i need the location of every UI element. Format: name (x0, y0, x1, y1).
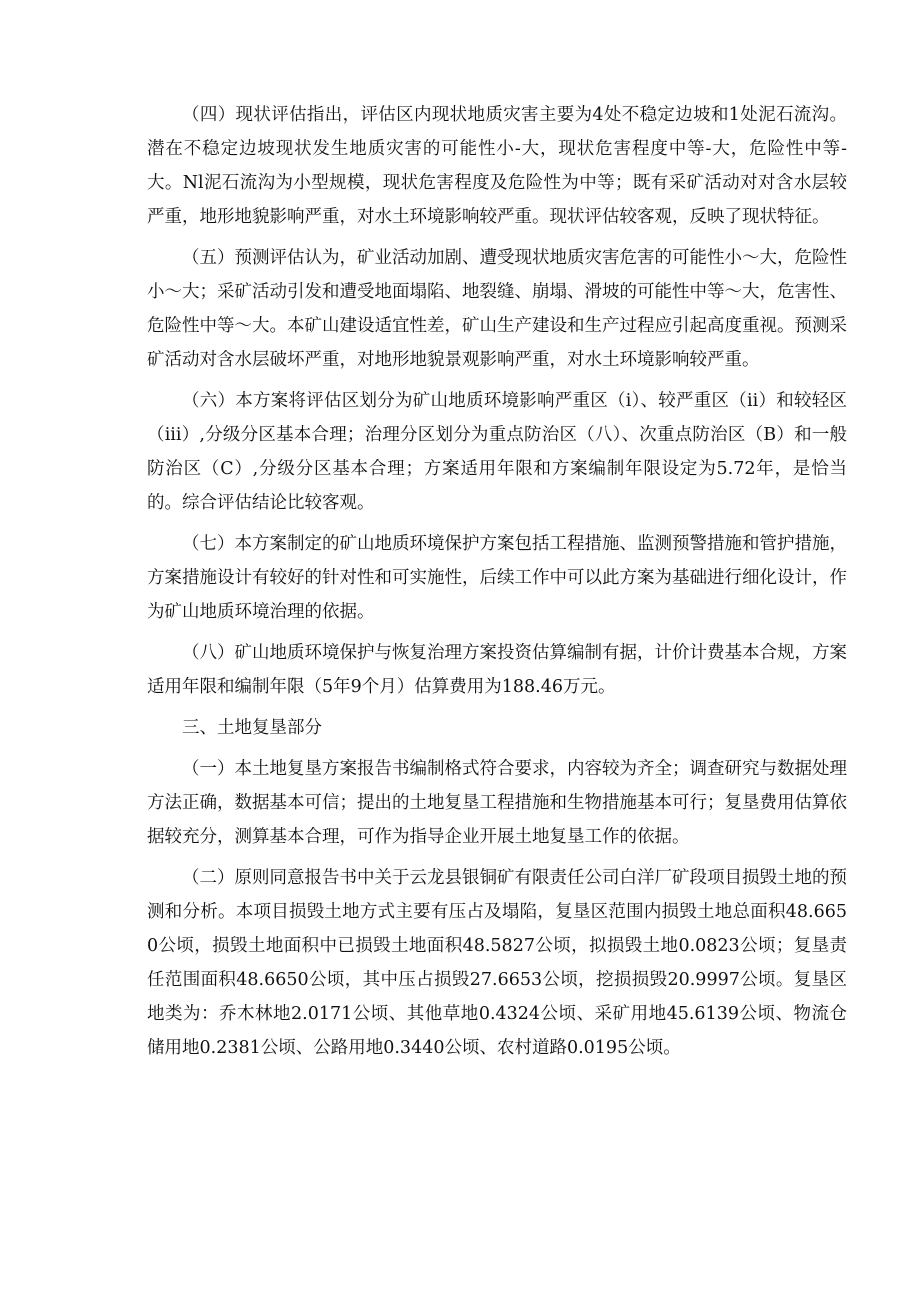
document-page (147, 98, 847, 1072)
paragraph-5-prediction-assessment: （五）预测评估认为，矿业活动加剧、遭受现状地质灾害危害的可能性小～大，危险性小～大；采矿活动引发和遭受地面塌陷、地裂缝、崩塌、滑坡的可能性中等～大，危害性、危险性中等～大。本矿山建设适宜性差，矿山生产建设和生产过程应引起高度重视。预测采矿活动对含水层破坏严重，对地形地貌景观影响严重，对水土环境影响较严重。 (147, 248, 847, 370)
section-heading-land-reclamation: 三、土地复垦部分 (182, 718, 322, 738)
paragraph-6-zoning: （六）本方案将评估区划分为矿山地质环境影响严重区（i）、较严重区（ii）和较轻区（iii）,分级分区基本合理；治理分区划分为重点防治区（八）、次重点防治区（B）和一般防治区（C）,分级分区基本合理；方案适用年限和方案编制年限设定为5.72年，是恰当的。综合评估结论比较客观。 (147, 391, 847, 513)
paragraph-1-reclamation-report: （一）本土地复垦方案报告书编制格式符合要求，内容较为齐全；调查研究与数据处理方法正确，数据基本可信；提出的土地复垦工程措施和生物措施基本可行；复垦费用估算依据较充分，测算基本合理，可作为指导企业开展土地复垦工作的依据。 (147, 759, 847, 847)
paragraph-7-protection-plan: （七）本方案制定的矿山地质环境保护方案包括工程措施、监测预警措施和管护措施，方案措施设计有较好的针对性和可实施性，后续工作中可以此方案为基础进行细化设计，作为矿山地质环境治理的依据。 (147, 534, 847, 622)
paragraph-2-land-damage-analysis: （二）原则同意报告书中关于云龙县银铜矿有限责任公司白洋厂矿段项目损毁土地的预测和分析。本项目损毁土地方式主要有压占及塌陷，复垦区范围内损毁土地总面积48.6650公顷，损毁土地面积中已损毁土地面积48.5827公顷，拟损毁土地0.0823公顷；复垦责任范围面积48.6650公顷，其中压占损毁27.6653公顷，挖损损毁20.9997公顷。复垦区地类为：乔木林地2.0171公顷、其他草地0.4324公顷、采矿用地45.6139公顷、物流仓储用地0.2381公顷、公路用地0.3440公顷、农村道路0.0195公顷。 (147, 868, 847, 1058)
paragraph-8-investment-estimate: （八）矿山地质环境保护与恢复治理方案投资估算编制有据，计价计费基本合规，方案适用年限和编制年限（5年9个月）估算费用为188.46万元。 (147, 643, 847, 697)
paragraph-4-current-assessment: （四）现状评估指出，评估区内现状地质灾害主要为4处不稳定边坡和1处泥石流沟。潜在不稳定边坡现状发生地质灾害的可能性小-大，现状危害程度中等-大，危险性中等-大。Nl泥石流沟为小型规模，现状危害程度及危险性为中等；既有采矿活动对对含水层较严重，地形地貌影响严重，对水土环境影响较严重。现状评估较客观，反映了现状特征。 (147, 105, 847, 227)
